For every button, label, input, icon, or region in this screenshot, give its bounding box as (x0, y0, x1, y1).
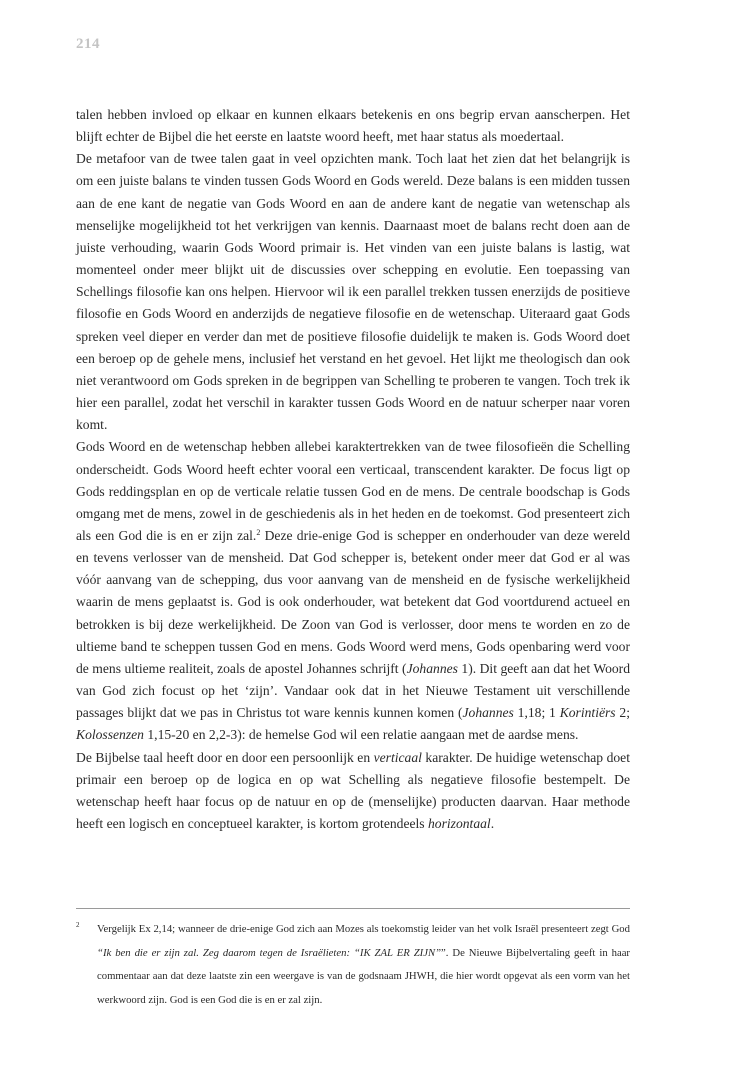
italic-text: Kolossenzen (76, 727, 144, 743)
text-run: 1). Dit geeft aan dat het Woord van God zich focust op het ‘zijn’. Vandaar ook dat in het Nieuwe Testament uit verschillende passages blijkt dat we pas in Christus tot ware kennis kunnen komen ( (76, 660, 630, 721)
footnote-text (97, 918, 630, 1012)
text-run: Deze drie-enige God is schepper en onderhouder van deze wereld en tevens verlosser van de mensheid. Dat God schepper is, betekent onder meer dat God er al was vóór aanvang van de schepping, dus voor aanvang van de mensheid en de fysische werkelijkheid waarin de mens geplaatst is. God is ook onderhouder, wat betekent dat God voortdurend actueel en betrokken is bij deze werkelijkheid. De Zoon van God is verlosser, door mens te worden en zo de ultieme band te scheppen tussen God en mens. Gods Woord werd mens, Gods openbaring werd voor de mens ultieme realiteit, zoals de apostel Johannes schrijft ( (76, 527, 630, 676)
text-run: Gods Woord en de wetenschap hebben allebei karaktertrekken van de twee filosofieën die Schelling onderscheidt. Gods Woord heeft echter vooral een verticaal, transcendent karakter. De focus ligt op Gods reddingsplan en op de verticale relatie tussen God en de mens. De centrale boodschap is Gods omgang met de mens, zowel in de geschiedenis als in het heden en de toekomst. God presenteert zich als een God die is en er zijn zal. (76, 439, 630, 543)
paragraph (76, 104, 630, 148)
text-run: . (490, 816, 495, 831)
page-number: 214 (76, 36, 100, 52)
text-run: De Bijbelse taal heeft door en door een persoonlijk en (76, 749, 374, 765)
footnotes (76, 918, 630, 1012)
text-run: 2; (615, 705, 630, 721)
italic-text: horizontaal (428, 816, 491, 831)
text-run: ”. De Nieuwe Bijbelvertaling geeft in haar commentaar aan dat deze laatste zin een weergave is van de godsnaam JHWH, die hier wordt opgevat als een vorm van het werkwoord zijn. God is een God die is en er zal zijn. (97, 946, 630, 1006)
paragraph (76, 747, 630, 836)
body-text (76, 104, 630, 835)
footnote (76, 918, 630, 1012)
footnote-reference: 2 (256, 527, 261, 537)
italic-text: “Ik ben die er zijn zal. Zeg daarom tegen de Israëlieten: “IK ZAL ER ZIJN” (97, 946, 442, 959)
italic-text: Johannes (406, 660, 458, 676)
text-run: karakter. De huidige wetenschap doet primair een beroep op de logica en op wat Schelling als negatieve filosofie bestempelt. De wetenschap heeft haar focus op de natuur en op de (menselijke) producten daarvan. Haar methode heeft een logisch en conceptueel karakter, is kortom grotendeels (76, 749, 630, 831)
text-run: De metafoor van de twee talen gaat in veel opzichten mank. Toch laat het zien dat het belangrijk is om een juiste balans te vinden tussen Gods Woord en Gods wereld. Deze balans is een midden tussen aan de ene kant de negatie van Gods Woord en aan de andere kant de negatie van wetenschap als menselijke mogelijkheid tot het verkrijgen van kennis. Daarnaast moet de balans recht doen aan de juiste verhouding, waarin Gods Woord primair is. Het vinden van een juiste balans is lastig, wat momenteel onder meer blijkt uit de discussies over schepping en evolutie. Een toepassing van Schellings filosofie kan ons helpen. Hiervoor wil ik een parallel trekken tussen enerzijds de positieve filosofie en Gods Woord en anderzijds de negatieve filosofie en de wetenschap. Uiteraard gaat Gods spreken veel dieper en verder dan met de positieve filosofie duidelijk te maken is. Gods Woord doet een beroep op de gehele mens, inclusief het verstand en het gevoel. Het lijkt me theologisch dan ook niet verantwoord om Gods spreken in de begrippen van Schelling te proberen te vangen. Toch trek ik hier een parallel, zodat het verschil in karakter tussen Gods Woord en de natuur scherper naar voren komt. (76, 151, 630, 433)
paragraph (76, 436, 630, 746)
italic-text: verticaal (373, 749, 422, 765)
text-run: talen hebben invloed op elkaar en kunnen elkaars betekenis en ons begrip ervan aanscherpen. Het blijft echter de Bijbel die het eerste en laatste woord heeft, met haar status als moedertaal. (76, 107, 630, 145)
italic-text: Korintiërs (559, 705, 616, 721)
italic-text: Johannes (462, 705, 514, 721)
text-run: 1,18; 1 (513, 705, 560, 721)
paragraph (76, 148, 630, 436)
footnote-marker: 2 (76, 921, 80, 929)
text-run: Vergelijk Ex 2,14; wanneer de drie-enige God zich aan Mozes als toekomstig leider van het volk Israël presenteert zegt God (97, 923, 630, 935)
footnote-divider (76, 908, 630, 909)
text-run: 1,15-20 en 2,2-3): de hemelse God wil een relatie aangaan met de aardse mens. (143, 727, 579, 743)
